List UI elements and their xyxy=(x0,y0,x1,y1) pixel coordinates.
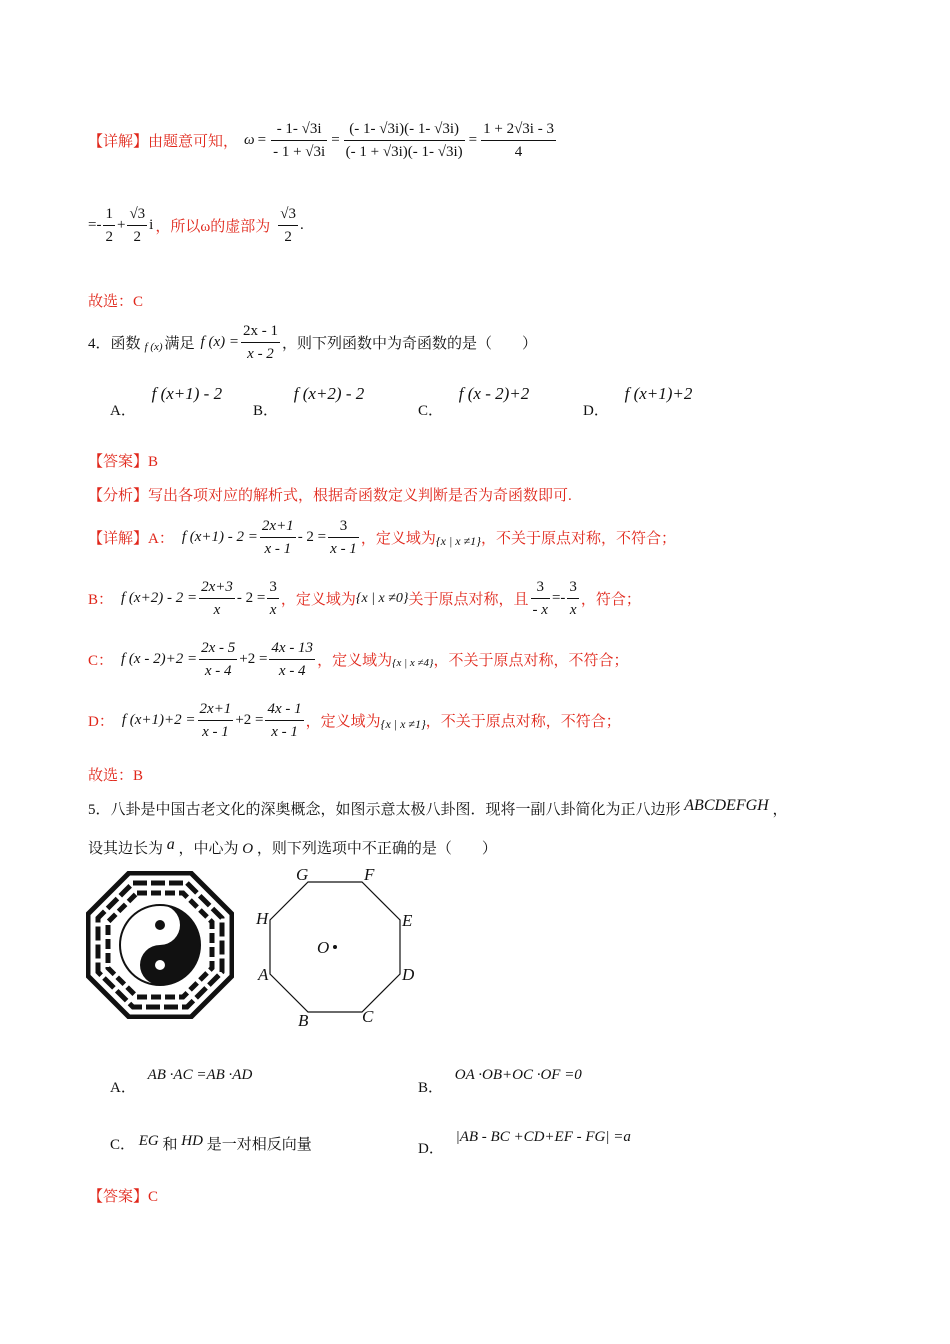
q4-detail-a: 【详解】A： f (x+1) - 2 = $\frac{2x+1}{x - 1}$ - 2 = $\frac{3}{x - 1}$ ，定义域为 {x | x ≠1} ，不关于原点对称，不符合； xyxy=(88,515,676,560)
q4-detail-d: D： f (x+1)+2 = $\frac{2x+1}{x - 1}$ +2 = $\frac{4x - 1}{x - 1}$ ，定义域为 {x | x ≠1} ，不关于原点对称，不符合； xyxy=(88,698,621,743)
detail-label: 【详解】由题意可知， xyxy=(88,134,239,150)
vertex-label-f: F xyxy=(364,865,375,884)
q5-option-a[interactable]: A． AB ·AC =AB ·AD xyxy=(110,1067,253,1096)
p3-detail-line1: 【详解】由题意可知， ω = $\frac{- 1- √3i}{- 1 + √3i}$ = $\frac{(- 1- √3i)(- 1- √3i)}{(- 1 + √3i)(- 1- √3i)}$ = $\frac{1 + 2√3i - 3}{4}$ xyxy=(88,118,558,163)
q5-stem-line2: 设其边长为 a ，中心为 O ，则下列选项中不正确的是（ ） xyxy=(88,836,497,857)
q4-option-d[interactable]: D． f (x+1)+2 xyxy=(583,384,693,419)
q5-stem-line1: 5．八卦是中国古老文化的深奥概念，如图示意太极八卦图．现将一副八卦简化为正八边形 ABCDEFGH ， xyxy=(88,797,788,818)
vertex-label-a: A xyxy=(258,965,269,984)
root3-fraction: $\frac{√3}{2}$ xyxy=(127,203,147,248)
p3-choice: 故选：C xyxy=(88,294,144,310)
vertex-label-c: C xyxy=(362,1007,374,1026)
q4-choice: 故选：B xyxy=(88,768,144,784)
fraction-2: $\frac{(- 1- √3i)(- 1- √3i)}{(- 1 + √3i)(- 1- √3i)}$ xyxy=(344,118,465,163)
q4-detail-c: C： f (x - 2)+2 = $\frac{2x - 5}{x - 4}$ +2 = $\frac{4x - 13}{x - 4}$ ，定义域为 {x | x ≠4} ，不关于原点对称，不符合； xyxy=(88,637,628,682)
q5-option-d[interactable]: D． |AB - BC +CD+EF - FG| =a xyxy=(418,1129,631,1157)
vertex-label-d: D xyxy=(402,965,415,984)
q4-analysis: 【分析】写出各项对应的解析式，根据奇函数定义判断是否为奇函数即可. xyxy=(88,488,572,504)
q4-fraction: $\frac{2x - 1}{x - 2}$ xyxy=(241,320,280,365)
half-fraction: $\frac{1}{2}$ xyxy=(103,203,115,248)
yin-yang-symbol xyxy=(120,905,200,985)
fraction-3: $\frac{1 + 2√3i - 3}{4}$ xyxy=(481,118,556,163)
q4-option-a[interactable]: A． f (x+1) - 2 xyxy=(110,384,223,419)
q4-detail-b: B： f (x+2) - 2 = $\frac{2x+3}{x}$ - 2 = $\frac{3}{x}$ ，定义域为 {x | x ≠0} 关于原点对称，且 $\frac{3}{- x}$ =- $\frac{3}{x}$ ，符合； xyxy=(88,576,641,621)
q4-stem: 4．函数 f (x) 满足 f (x) = $\frac{2x - 1}{x - 2}$ ，则下列函数中为奇函数的是（ ） xyxy=(88,320,537,365)
vertex-label-b: B xyxy=(298,1011,309,1030)
taiji-bagua-figure xyxy=(86,871,234,1019)
center-label-o: O xyxy=(317,938,330,957)
q5-option-c[interactable]: C． EG 和 HD 是一对相反向量 xyxy=(110,1133,312,1153)
q4-option-b[interactable]: B． f (x+2) - 2 xyxy=(253,384,365,419)
center-dot xyxy=(333,945,337,949)
q4-option-c[interactable]: C． f (x - 2)+2 xyxy=(418,384,530,419)
vertex-label-e: E xyxy=(402,911,413,930)
octagon-figure xyxy=(252,860,422,1035)
omega-symbol: ω xyxy=(244,132,255,148)
q4-answer: 【答案】B xyxy=(88,454,159,470)
q5-answer: 【答案】C xyxy=(88,1189,159,1205)
fraction-1: $\frac{- 1- √3i}{- 1 + √3i}$ xyxy=(271,118,327,163)
imag-part-fraction: $\frac{√3}{2}$ xyxy=(278,203,298,248)
p3-detail-line2: =- $\frac{1}{2}$ + $\frac{√3}{2}$ i ，所以ω的虚部为 $\frac{√3}{2}$ . xyxy=(88,203,304,248)
q5-option-b[interactable]: B． OA ·OB+OC ·OF =0 xyxy=(418,1067,582,1096)
vertex-label-h: H xyxy=(256,909,269,928)
vertex-label-g: G xyxy=(296,865,309,884)
